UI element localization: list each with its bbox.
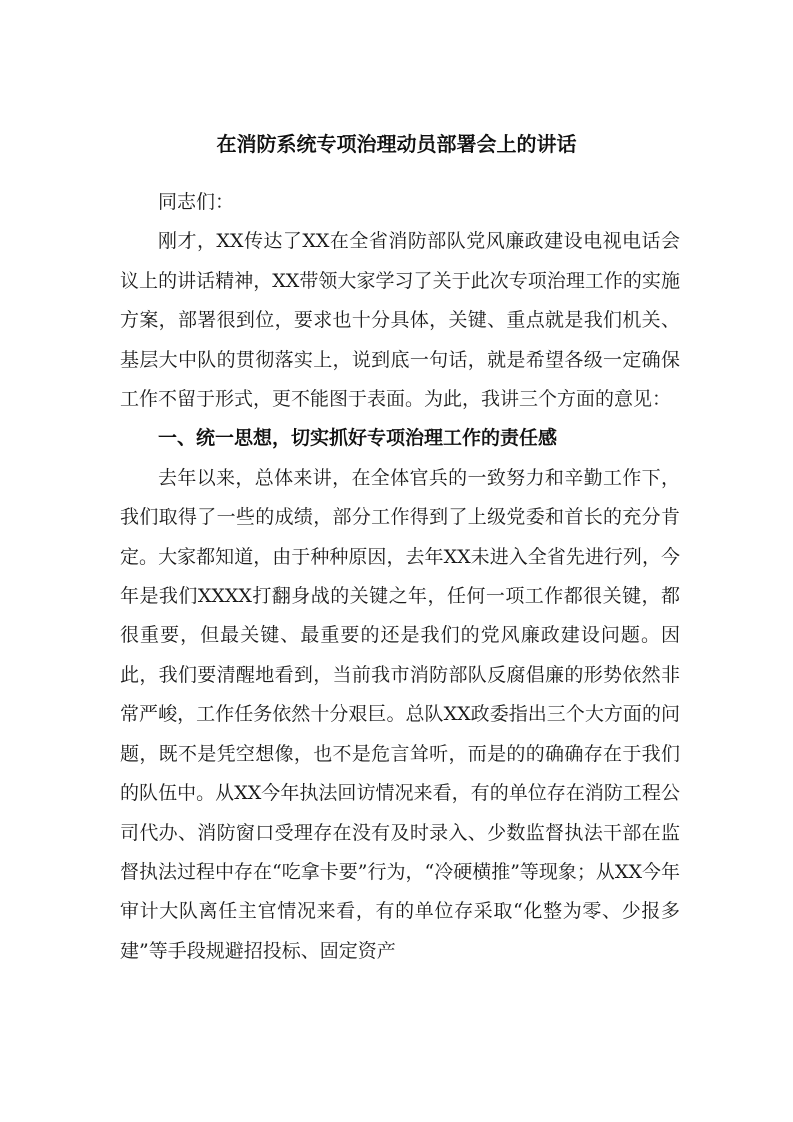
paragraph-2: 去年以来，总体来讲，在全体官兵的一致努力和辛勤工作下，我们取得了一些的成绩，部分工作得到了上级党委和首长的充分肯定。大家都知道，由于种种原因，去年XX未进入全省先进行列，今年是我们XXXX打翻身战的关键之年，任何一项工作都很关键，都很重要，但最关键、最重要的还是我们的党风廉政建设问题。因此，我们要清醒地看到，当前我市消防部队反腐倡廉的形势依然非常严峻，工作任务依然十分艰巨。总队XX政委指出三个大方面的问题，既不是凭空想像，也不是危言耸听，而是的的确确存在于我们的队伍中。从XX今年执法回访情况来看，有的单位存在消防工程公司代办、消防窗口受理存在没有及时录入、少数监督执法干部在监督执法过程中存在“吃拿卡要”行为，“冷硬横推”等现象；从XX今年审计大队离任主官情况来看，有的单位存采取“化整为零、少报多建”等手段规避招投标、固定资产: [120, 466, 680, 962]
section-heading-1: 一、统一思想，切实抓好专项治理工作的责任感: [158, 427, 558, 450]
paragraph-1: 刚才，XX传达了XX在全省消防部队党风廉政建设电视电话会议上的讲话精神，XX带领大家学习了关于此次专项治理工作的实施方案，部署很到位，要求也十分具体，关键、重点就是我们机关、基层大中队的贯彻落实上，说到底一句话，就是希望各级一定确保工作不留于形式，更不能图于表面。为此，我讲三个方面的意见：: [120, 230, 680, 411]
document-body: [120, 183, 680, 971]
document-title: 在消防系统专项治理动员部署会上的讲话: [216, 132, 577, 156]
salutation: 同志们：: [158, 191, 235, 213]
